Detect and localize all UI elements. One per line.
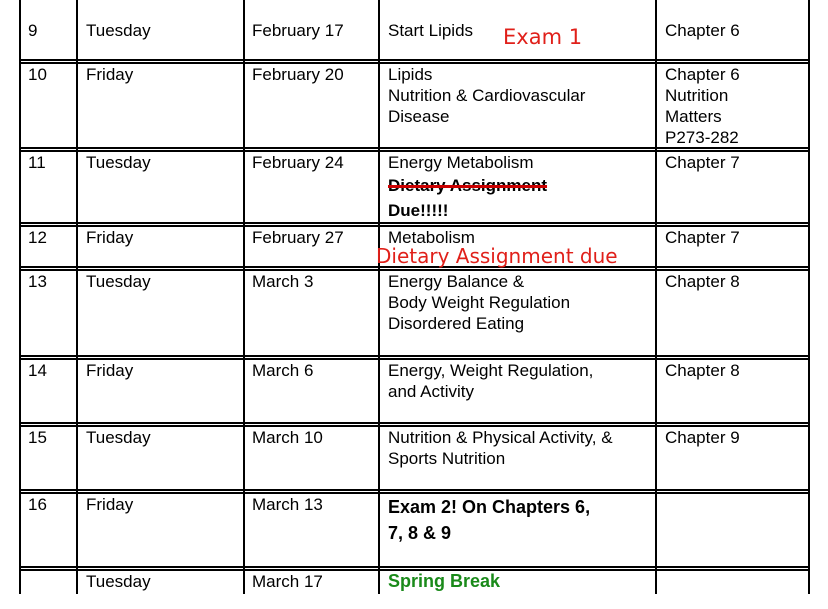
row-divider xyxy=(19,222,809,224)
row-number: 11 xyxy=(28,153,46,172)
row-topic: Energy Metabolism xyxy=(388,153,534,172)
row-date: March 17 xyxy=(252,572,323,591)
row-topic: and Activity xyxy=(388,382,474,401)
exam2-topic: Exam 2! On Chapters 6, xyxy=(388,497,591,517)
spring-break-label: Spring Break xyxy=(388,571,501,591)
row-topic: Disease xyxy=(388,107,450,126)
row-number: 14 xyxy=(28,361,47,380)
row-topic: Start Lipids xyxy=(388,21,474,40)
row-topic: Lipids xyxy=(388,65,433,84)
row-reading: Chapter 6 xyxy=(665,21,740,40)
row-divider xyxy=(19,566,809,568)
row-topic: Disordered Eating xyxy=(388,314,525,333)
row-date: March 10 xyxy=(252,428,323,447)
row-divider xyxy=(19,422,809,424)
row-divider xyxy=(19,355,809,357)
row-number: 16 xyxy=(28,495,47,514)
row-reading: Chapter 8 xyxy=(665,272,740,291)
dietary-due-annotation: Dietary Assignment due xyxy=(376,244,618,268)
assignment-due-text: Due!!!!! xyxy=(388,201,449,220)
row-date: February 20 xyxy=(252,65,344,84)
table-border-left xyxy=(19,0,21,594)
row-date: March 13 xyxy=(252,495,323,514)
row-topic: Energy, Weight Regulation, xyxy=(388,361,594,380)
row-day: Friday xyxy=(86,361,134,380)
row-day: Friday xyxy=(86,65,134,84)
row-day: Tuesday xyxy=(86,21,151,40)
struck-assignment-text: Dietary Assignment xyxy=(388,176,548,195)
row-number: 12 xyxy=(28,228,47,247)
row-topic: Nutrition & Physical Activity, & xyxy=(388,428,613,447)
column-divider xyxy=(655,0,657,594)
row-reading: Chapter 6 xyxy=(665,65,740,84)
row-date: February 27 xyxy=(252,228,344,247)
row-topic: Metabolism xyxy=(388,228,475,247)
table-border-right xyxy=(808,0,810,594)
column-divider xyxy=(76,0,78,594)
column-divider xyxy=(243,0,245,594)
row-date: February 17 xyxy=(252,21,344,40)
row-reading: P273-282 xyxy=(665,128,739,147)
row-number: 13 xyxy=(28,272,47,291)
row-date: March 3 xyxy=(252,272,314,291)
row-day: Tuesday xyxy=(86,572,151,591)
row-reading: Matters xyxy=(665,107,722,126)
row-topic: Sports Nutrition xyxy=(388,449,506,468)
row-date: March 6 xyxy=(252,361,314,380)
row-number: 9 xyxy=(28,21,38,40)
row-day: Tuesday xyxy=(86,153,151,172)
row-topic: Body Weight Regulation xyxy=(388,293,571,312)
row-day: Tuesday xyxy=(86,272,151,291)
row-divider xyxy=(19,59,809,61)
column-divider xyxy=(378,0,380,594)
exam1-annotation: Exam 1 xyxy=(503,25,583,49)
row-day: Friday xyxy=(86,495,134,514)
row-topic: Nutrition & Cardiovascular xyxy=(388,86,586,105)
row-topic: Energy Balance & xyxy=(388,272,525,291)
row-reading: Chapter 9 xyxy=(665,428,740,447)
row-day: Friday xyxy=(86,228,134,247)
row-number: 15 xyxy=(28,428,47,447)
exam2-topic: 7, 8 & 9 xyxy=(388,523,452,543)
row-reading: Nutrition xyxy=(665,86,729,105)
row-divider xyxy=(19,489,809,491)
row-reading: Chapter 8 xyxy=(665,361,740,380)
row-number: 10 xyxy=(28,65,47,84)
row-date: February 24 xyxy=(252,153,344,172)
row-reading: Chapter 7 xyxy=(665,228,740,247)
row-reading: Chapter 7 xyxy=(665,153,740,172)
row-day: Tuesday xyxy=(86,428,151,447)
